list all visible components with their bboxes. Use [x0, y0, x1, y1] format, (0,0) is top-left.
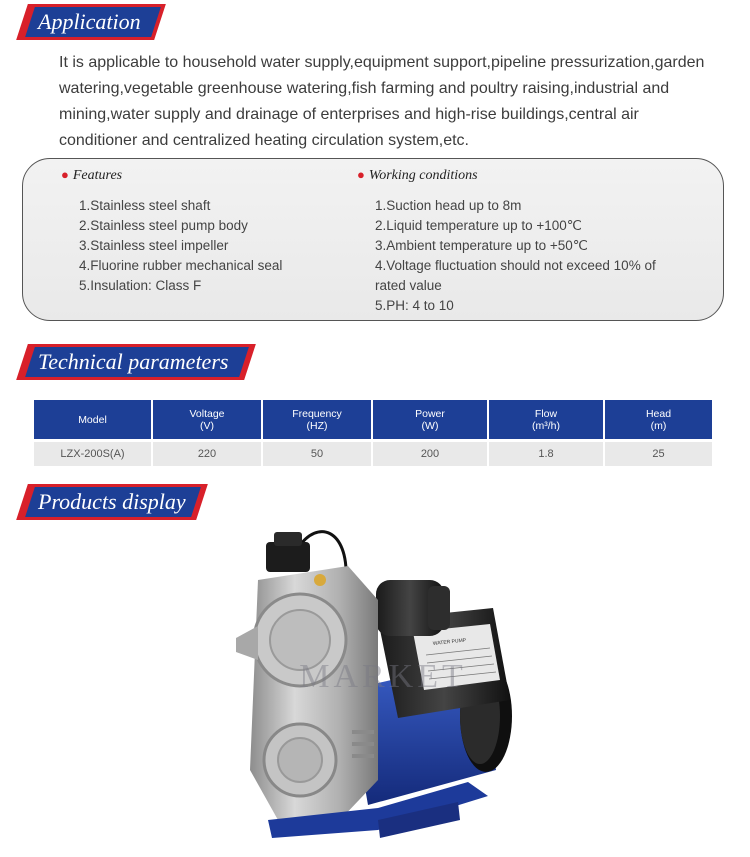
features-title: ● Features [61, 167, 123, 183]
watermark-text: MARKET [299, 658, 467, 695]
list-item: 4.Voltage fluctuation should not exceed 10% of rated value [375, 258, 656, 293]
list-item: 4.Fluorine rubber mechanical seal [79, 258, 283, 273]
column-header: Model [34, 400, 151, 439]
list-item: 3.Ambient temperature up to +50℃ [375, 238, 588, 253]
working-conditions-title: ● Working conditions [357, 167, 478, 183]
pump-label-text: WATER PUMP [432, 637, 467, 647]
table-row [34, 439, 712, 466]
technical-header [22, 344, 242, 380]
features-box [22, 158, 724, 321]
technical-title: Technical parameters [38, 349, 229, 374]
list-item: 5.Insulation: Class F [79, 278, 202, 293]
list-item: 5.PH: 4 to 10 [375, 298, 454, 313]
list-item: 3.Stainless steel impeller [79, 238, 229, 253]
application-header [22, 4, 242, 40]
list-item: 2.Stainless steel pump body [79, 218, 248, 233]
table-header-row [34, 400, 712, 439]
bullet-dot-icon: ● [61, 167, 69, 182]
list-item: 2.Liquid temperature up to +100℃ [375, 218, 582, 233]
products-title: Products display [38, 489, 186, 514]
table-cell: 200 [373, 439, 487, 466]
working-conditions-list [357, 196, 687, 316]
product-image [228, 520, 538, 850]
column-header: Flow (m³/h) [489, 400, 603, 439]
products-header [22, 484, 242, 520]
table-cell: 50 [263, 439, 371, 466]
column-header: Head (m) [605, 400, 712, 439]
list-item: 1.Suction head up to 8m [375, 198, 522, 213]
table-cell: 1.8 [489, 439, 603, 466]
working-conditions-column [357, 167, 687, 316]
parameters-table [32, 400, 714, 466]
features-column [61, 167, 282, 296]
table-cell: 25 [605, 439, 712, 466]
column-header: Frequency (HZ) [263, 400, 371, 439]
application-text: It is applicable to household water supply,equipment support,pipeline pressurization,garden watering,vegetable greenhouse watering,fish farming and poultry raising,industrial and mining,water supply and drainage of enterprises and high-rise buildings,central air conditioner and centralized heating circulation system,etc. [59, 54, 705, 149]
column-header: Voltage (V) [153, 400, 261, 439]
list-item: 1.Stainless steel shaft [79, 198, 211, 213]
table-cell: 220 [153, 439, 261, 466]
table-cell: LZX-200S(A) [34, 439, 151, 466]
application-title: Application [38, 9, 141, 34]
column-header: Power (W) [373, 400, 487, 439]
features-list [61, 196, 282, 296]
bullet-dot-icon: ● [357, 167, 365, 182]
